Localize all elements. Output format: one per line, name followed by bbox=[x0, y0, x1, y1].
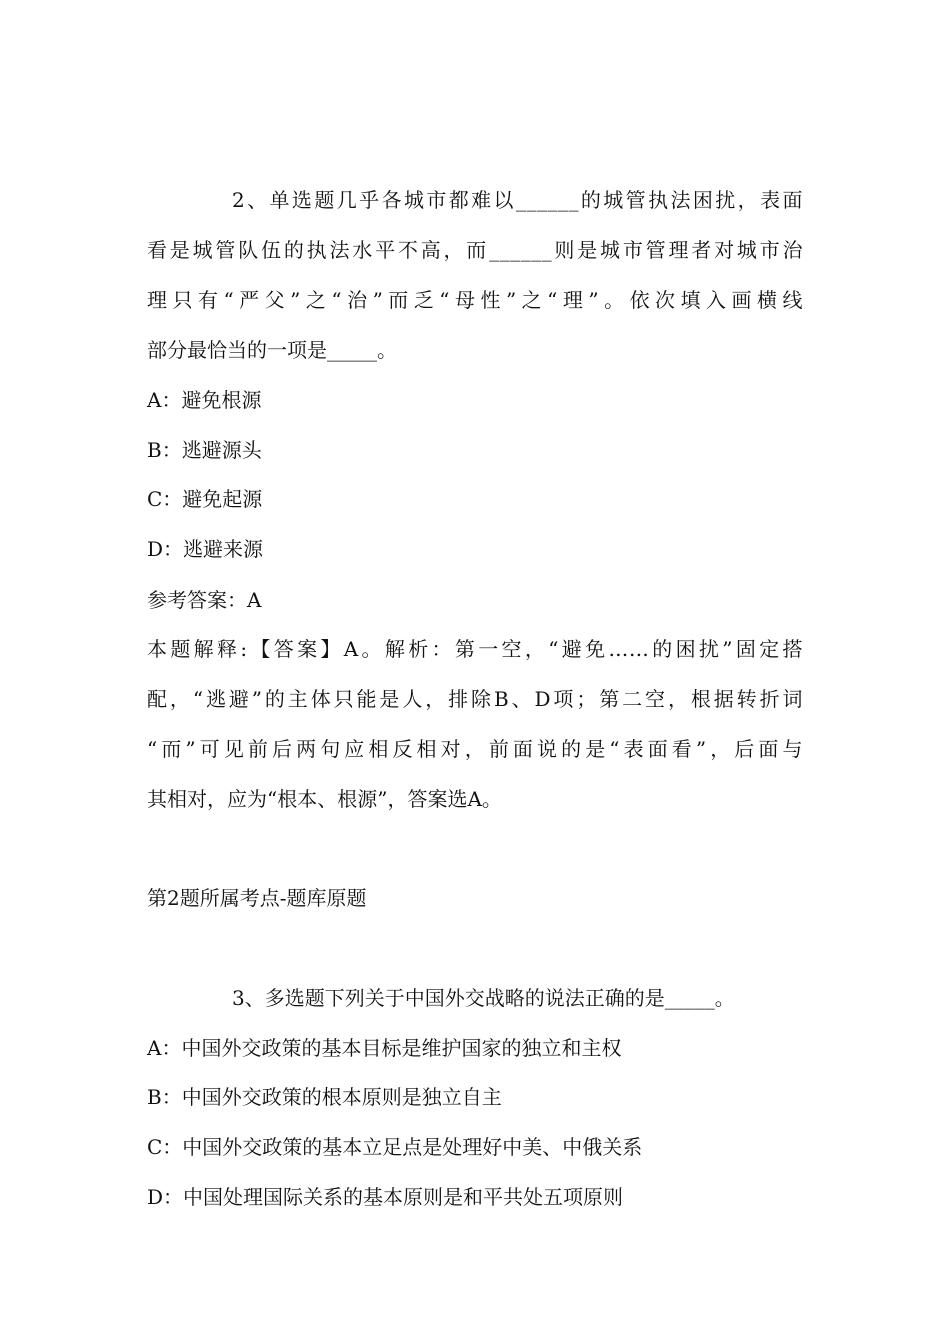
q3-option-a: A：中国外交政策的基本目标是维护国家的独立和主权 bbox=[147, 1036, 622, 1060]
q2-option-d: D：逃避来源 bbox=[147, 537, 264, 561]
q2-stem-line-1: 2、单选题几乎各城市都难以______的城管执法困扰，表面 bbox=[232, 188, 803, 212]
q3-stem: 3、多选题下列关于中国外交战略的说法正确的是_____。 bbox=[232, 986, 735, 1010]
q3-option-b: B：中国外交政策的根本原则是独立自主 bbox=[147, 1085, 502, 1109]
q2-stem-line-4: 部分最恰当的一项是_____。 bbox=[147, 338, 397, 362]
q2-answer: 参考答案：A bbox=[147, 588, 262, 612]
q2-topic: 第2题所属考点-题库原题 bbox=[147, 886, 367, 910]
q2-option-a: A：避免根源 bbox=[147, 388, 262, 412]
q2-stem-line-3: 理只有“严父”之“治”而乏“母性”之“理”。依次填入画横线 bbox=[147, 288, 803, 312]
q2-explanation-line-3: “而”可见前后两句应相反相对，前面说的是“表面看”，后面与 bbox=[147, 737, 803, 761]
q2-option-b: B：逃避源头 bbox=[147, 438, 262, 462]
q2-explanation-line-2: 配，“逃避”的主体只能是人，排除B、D项；第二空，根据转折词 bbox=[147, 687, 803, 711]
q3-option-c: C：中国外交政策的基本立足点是处理好中美、中俄关系 bbox=[147, 1135, 643, 1159]
q2-explanation-line-4: 其相对，应为“根本、根源”，答案选A。 bbox=[147, 787, 502, 811]
q2-option-c: C：避免起源 bbox=[147, 487, 263, 511]
q3-option-d: D：中国处理国际关系的基本原则是和平共处五项原则 bbox=[147, 1185, 624, 1209]
q2-stem-line-2: 看是城管队伍的执法水平不高，而______则是城市管理者对城市治 bbox=[147, 238, 803, 262]
q2-explanation-line-1: 本题解释:【答案】A。解析：第一空，“避免……的困扰”固定搭 bbox=[147, 637, 803, 661]
